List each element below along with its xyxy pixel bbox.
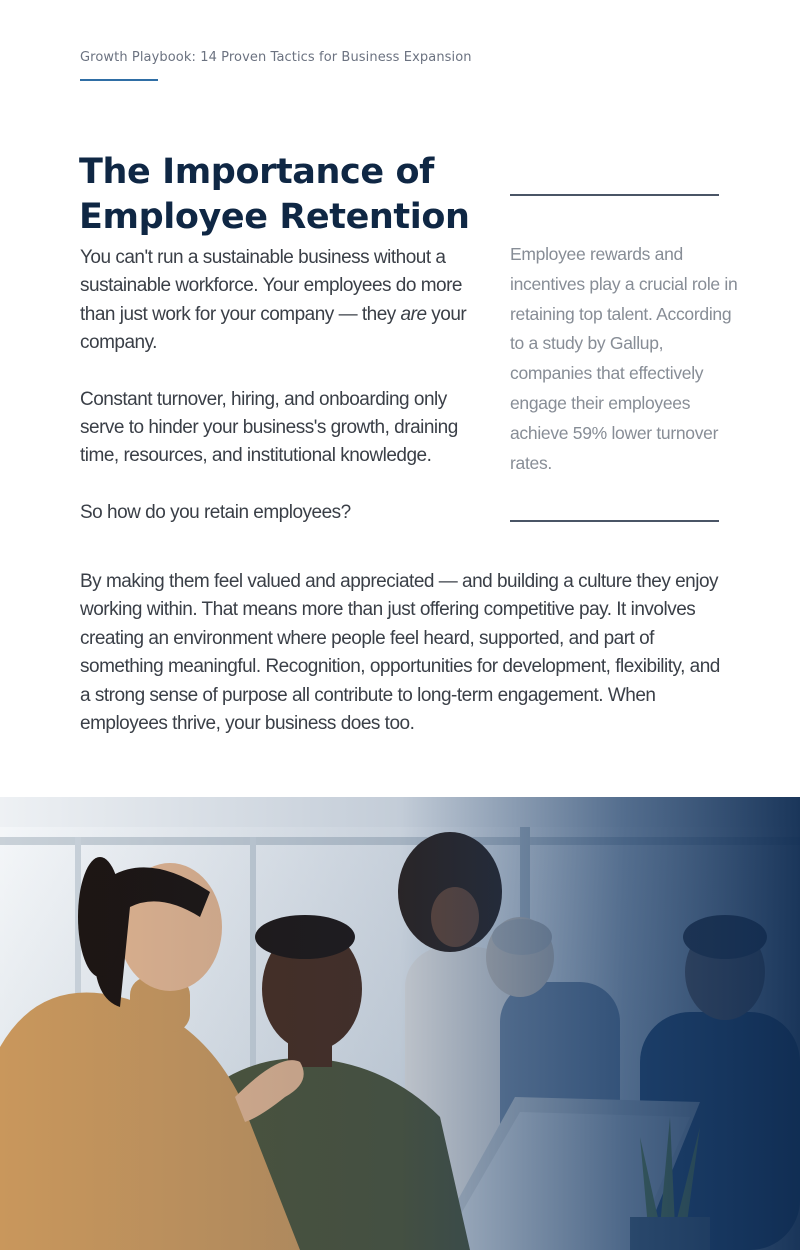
intro-text-start: You can't run a sustainable business without a sustainable workforce. Your employees do more than just work for your company — they	[80, 247, 463, 325]
question-line: So how do you retain employees?	[80, 501, 351, 523]
callout-top-rule	[510, 194, 719, 196]
photo-illustration	[0, 797, 800, 1250]
running-header: Growth Playbook: 14 Proven Tactics for Business Expansion	[80, 50, 472, 65]
intro-paragraph	[80, 244, 485, 358]
header-accent-rule	[80, 79, 158, 81]
page-title: The Importance of Employee Retention	[79, 152, 470, 237]
turnover-paragraph: Constant turnover, hiring, and onboarding only serve to hinder your business's growth, draining time, resources, and institutional knowledge.	[80, 388, 458, 467]
photo-blue-overlay	[0, 797, 800, 1250]
callout-text: Employee rewards and incentives play a crucial role in retaining top talent. According to a study by Gallup, companies that effectively engage their employees achieve 59% lower turnover rates.	[510, 244, 738, 473]
coworkers-photo	[0, 797, 800, 1250]
intro-text-end: your company.	[80, 303, 467, 354]
callout-bottom-rule	[510, 520, 719, 522]
answer-paragraph: By making them feel valued and appreciated — and building a culture they enjoy working within. That means more than just offering competitive pay. It involves creating an environment where people feel heard, supported, and part of something meaningful. Recognition, opportunities for development, flexibility, and a strong sense of purpose all contribute to long-term engagement. When employees thrive, your business does too.	[80, 571, 720, 735]
main-column	[80, 244, 485, 527]
intro-emphasis: are	[400, 303, 427, 325]
